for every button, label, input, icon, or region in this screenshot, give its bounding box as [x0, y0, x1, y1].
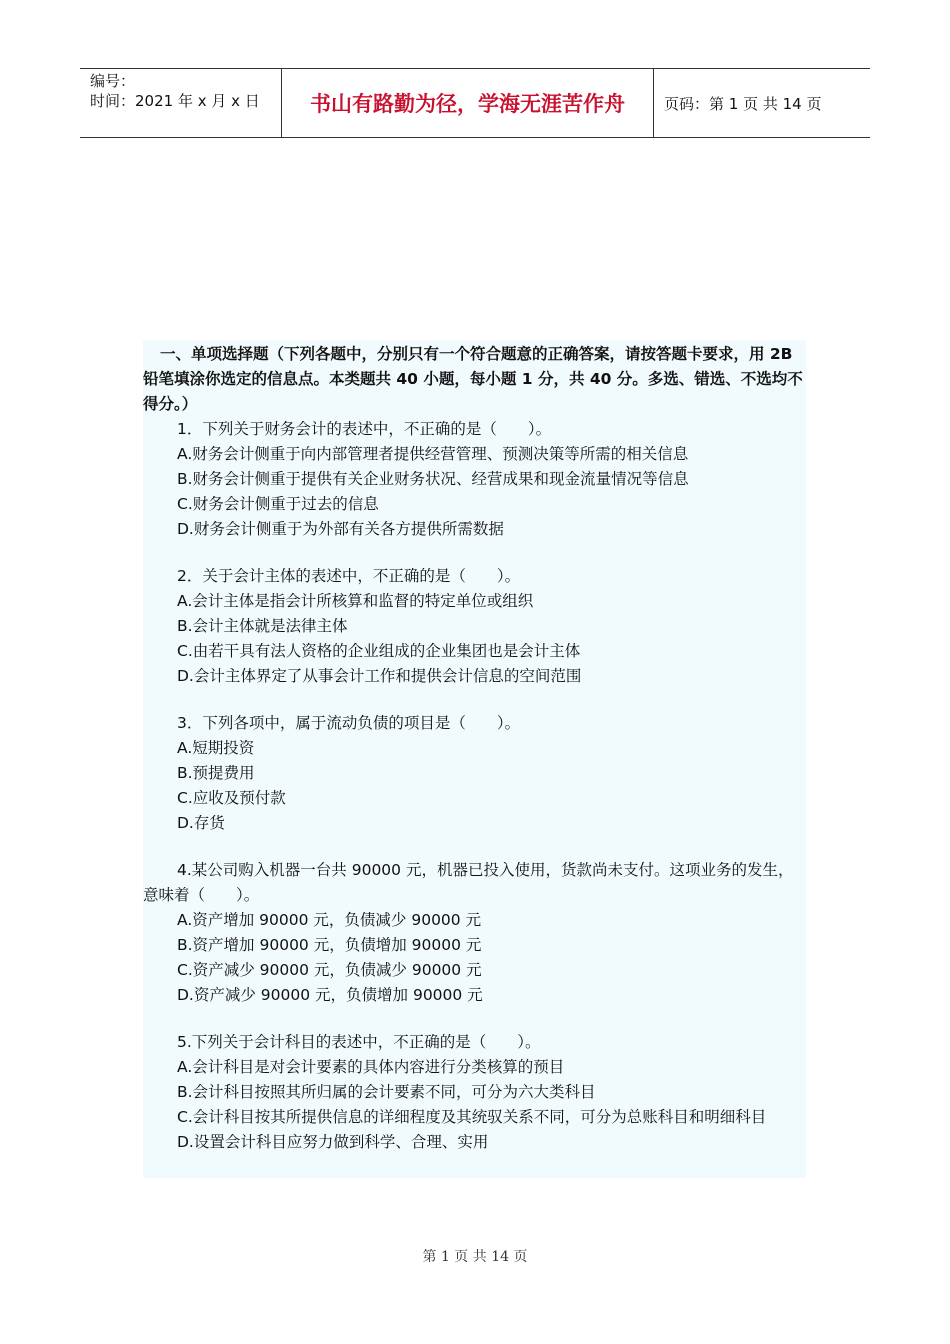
question-stem: 5.下列关于会计科目的表述中，不正确的是（ ）。: [177, 1033, 541, 1051]
question-option: D.设置会计科目应努力做到科学、合理、实用: [177, 1133, 489, 1151]
question-option: B.会计科目按照其所归属的会计要素不同，可分为六大类科目: [177, 1083, 596, 1101]
question-option: C.应收及预付款: [177, 789, 286, 807]
id-label: 编号：: [90, 72, 136, 90]
date-label: 时间：2021 年 x 月 x 日: [90, 92, 260, 110]
question-option: C.会计科目按其所提供信息的详细程度及其统驭关系不同，可分为总账科目和明细科目: [177, 1108, 767, 1126]
question-option: A.资产增加 90000 元，负债减少 90000 元: [177, 911, 482, 929]
question-stem: 2．关于会计主体的表述中，不正确的是（ ）。: [177, 567, 521, 585]
question-option: B.财务会计侧重于提供有关企业财务状况、经营成果和现金流量情况等信息: [177, 470, 689, 488]
question-option: B.会计主体就是法律主体: [177, 617, 348, 635]
question-option: D.存货: [177, 814, 225, 832]
header-meta: [80, 69, 282, 137]
section-title: 一、单项选择题（下列各题中，分别只有一个符合题意的正确答案，请按答题卡要求，用 2B 铅笔填涂你选定的信息点。本类题共 40 小题，每小题 1 分，共 40 分。多选、错选、不选均不得分。）: [143, 345, 803, 413]
question-option: A.会计科目是对会计要素的具体内容进行分类核算的预目: [177, 1058, 565, 1076]
question-stem: 3．下列各项中，属于流动负债的项目是（ ）。: [177, 714, 521, 732]
question-option: A.会计主体是指会计所核算和监督的特定单位或组织: [177, 592, 534, 610]
question-option: A.短期投资: [177, 739, 255, 757]
question-option: D.财务会计侧重于为外部有关各方提供所需数据: [177, 520, 504, 538]
question-option: C.资产减少 90000 元，负债减少 90000 元: [177, 961, 482, 979]
question: [143, 1030, 806, 1155]
question-option: A.财务会计侧重于向内部管理者提供经营管理、预测决策等所需的相关信息: [177, 445, 689, 463]
question-stem: 1．下列关于财务会计的表述中，不正确的是（ ）。: [177, 420, 552, 438]
motto: 书山有路勤为径，学海无涯苦作舟: [282, 69, 654, 137]
question: [143, 417, 806, 542]
question: [143, 711, 806, 836]
page-label: 页码：第 1 页 共 14 页: [664, 94, 822, 113]
document-header: [80, 68, 870, 138]
question-option: D.会计主体界定了从事会计工作和提供会计信息的空间范围: [177, 667, 582, 685]
question-option: C.由若干具有法人资格的企业组成的企业集团也是会计主体: [177, 642, 581, 660]
question-option: D.资产减少 90000 元，负债增加 90000 元: [177, 986, 483, 1004]
question-option: B.预提费用: [177, 764, 255, 782]
exam-content: [143, 340, 806, 1178]
question: [143, 564, 806, 689]
question: [143, 858, 806, 1008]
question-option: B.资产增加 90000 元，负债增加 90000 元: [177, 936, 482, 954]
question-stem: 4.某公司购入机器一台共 90000 元，机器已投入使用，货款尚未支付。这项业务的发生，意味着（ ）。: [143, 861, 794, 904]
page-footer: 第 1 页 共 14 页: [422, 1249, 528, 1265]
question-option: C.财务会计侧重于过去的信息: [177, 495, 379, 513]
